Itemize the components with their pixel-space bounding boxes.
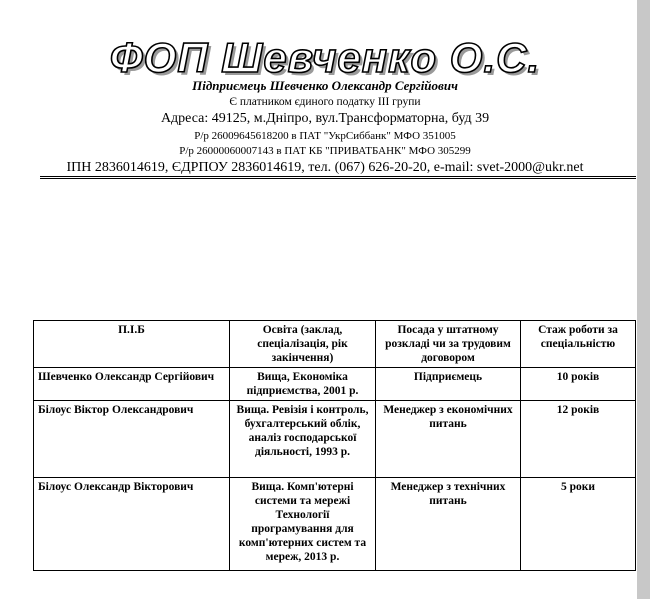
- cell-name: Білоус Віктор Олександрович: [34, 401, 230, 478]
- cell-experience: 5 роки: [521, 478, 636, 571]
- table-header-row: [34, 321, 636, 368]
- table-row: [34, 401, 636, 478]
- viewer-background: [637, 0, 650, 599]
- company-logo: ФОП Шевченко О.С.: [109, 34, 541, 81]
- entrepreneur-name: Підприємець Шевченко Олександр Сергійович: [192, 78, 458, 93]
- bank-account-2: Р/р 26000060007143 в ПАТ КБ "ПРИВАТБАНК" МФО 305299: [179, 145, 471, 157]
- cell-position: Менеджер з технічних питань: [376, 478, 521, 571]
- cell-experience: 10 років: [521, 368, 636, 401]
- header-experience: Стаж роботи за спеціальністю: [521, 321, 636, 368]
- header-rule-double: [40, 178, 636, 179]
- header-rule: [40, 176, 636, 177]
- ids-contacts: ІПН 2836014619, ЄДРПОУ 2836014619, тел. (067) 626-20-20, e-mail: svet-2000@ukr.net: [66, 160, 584, 175]
- table-row: [34, 478, 636, 571]
- tax-status: Є платником єдиного податку ІІІ групи: [229, 96, 421, 108]
- header-education: Освіта (заклад, спеціалізація, рік закінчення): [230, 321, 376, 368]
- header-name: П.І.Б: [34, 321, 230, 368]
- header-position: Посада у штатному розкладі чи за трудовим договором: [376, 321, 521, 368]
- address: Адреса: 49125, м.Дніпро, вул.Трансформаторна, буд 39: [160, 111, 490, 126]
- cell-position: Підприємець: [376, 368, 521, 401]
- cell-education: Вища. Комп'ютерні системи та мережі Технології програмування для комп'ютерних систем та мереж, 2013 р.: [230, 478, 376, 571]
- cell-education: Вища. Ревізія і контроль, бухгалтерський облік, аналіз господарської діяльності, 1993 р.: [230, 401, 376, 478]
- cell-name: Шевченко Олександр Сергійович: [34, 368, 230, 401]
- cell-experience: 12 років: [521, 401, 636, 478]
- staff-table: [33, 320, 636, 571]
- table-row: [34, 368, 636, 401]
- cell-position: Менеджер з економічних питань: [376, 401, 521, 478]
- cell-name: Білоус Олександр Вікторович: [34, 478, 230, 571]
- bank-account-1: Р/р 26009645618200 в ПАТ "УкрСиббанк" МФО 351005: [194, 130, 456, 142]
- cell-education: Вища, Економіка підприємства, 2001 р.: [230, 368, 376, 401]
